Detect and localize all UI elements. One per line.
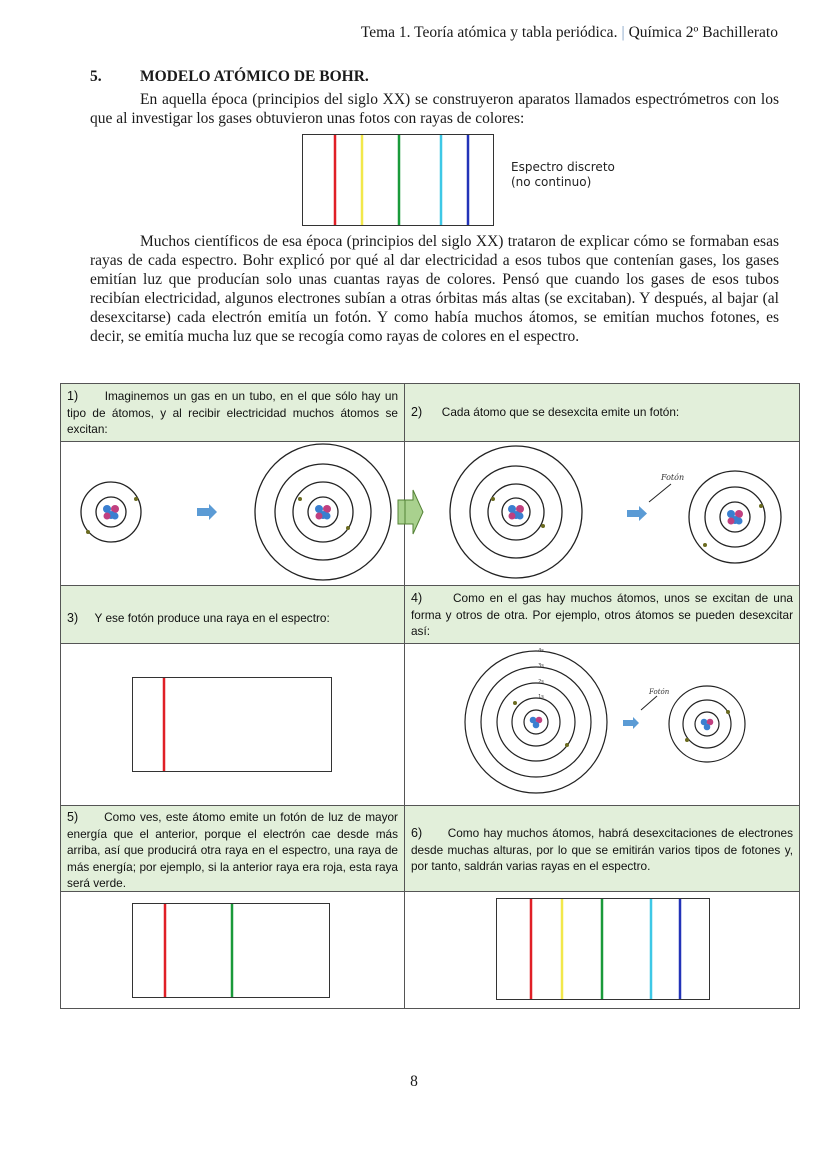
photon-emission [623, 688, 670, 729]
step-4-text-block [411, 590, 793, 640]
transition-arrow-icon [197, 504, 217, 520]
relaxed-atom [689, 471, 781, 563]
header-course: Química 2º Bachillerato [628, 24, 778, 41]
photon-emission [627, 473, 684, 521]
big-arrow-icon [398, 500, 405, 524]
intro-paragraph [90, 90, 779, 128]
step-6-text-block [411, 825, 793, 875]
nucleus [727, 510, 743, 525]
shell-label-3s: 3s [538, 663, 544, 669]
step-3-number: 3) [67, 611, 79, 625]
section-heading: MODELO ATÓMICO DE BOHR. [140, 68, 369, 85]
two-line-spectrum [61, 892, 405, 1008]
electron [759, 504, 763, 508]
single-line-spectrum [61, 644, 405, 806]
nucleus [315, 505, 331, 520]
single-line-spectrum-cell [61, 644, 405, 806]
excitation-diagram-cell [61, 442, 405, 586]
nucleus [530, 717, 543, 729]
excited-atom [255, 444, 391, 580]
electron [541, 524, 545, 528]
electron [134, 497, 138, 501]
spectrum-caption-line2: (no continuo) [511, 175, 592, 189]
photon-label: Fotón [661, 473, 685, 482]
shell-label-2s: 2s [538, 679, 544, 685]
step-1-cell [61, 384, 405, 442]
two-line-spectrum-cell [61, 892, 405, 1008]
electron [703, 543, 707, 547]
section-title [90, 68, 369, 86]
electron [565, 743, 569, 747]
step-2-text: Cada átomo que se desexcita emite un fotón: [441, 405, 680, 419]
step-6-number: 6) [411, 826, 423, 840]
deexcitation-diagram [405, 442, 799, 586]
electron [298, 497, 302, 501]
step-1-number: 1) [67, 389, 79, 403]
bohr-text: Muchos científicos de esa época (principios del siglo XX) trataron de explicar cómo se formaban esas rayas de cada espectro. Bohr explicó por qué al dar electricidad a esos tubos que contenían gases, los gases emitían luz que producían solo unas cuantas rayas de colores. Pensó que cuando los gases de esos tubos recibían electricidad, algunos electrones subían a otras órbitas más altas (se excitaban). Y después, al bajar (al desexcitarse) cada electrón emitía un fotón. Y como había muchos átomos, se emitían muchos fotones, es decir, se emitía mucha luz que se recogía como rayas de colores en el espectro. [90, 233, 779, 345]
page-number: 8 [410, 1073, 418, 1090]
bohr-steps-table [60, 383, 800, 1009]
step-5-text-block [67, 809, 398, 892]
step-3-text: Y ese fotón produce una raya en el espectro: [94, 611, 330, 625]
spectrum-caption-line1: Espectro discreto [511, 160, 615, 174]
shell-label-4s: 4s [538, 648, 544, 654]
step-2-text-block [411, 404, 793, 421]
discrete-spectrum-figure [302, 134, 494, 226]
photon-arrow-icon [627, 510, 639, 517]
step-3-cell [61, 586, 405, 644]
step-5-cell [61, 806, 405, 892]
header-topic: Tema 1. Teoría atómica y tabla periódica. [360, 24, 618, 41]
deexcitation-diagram-cell [405, 442, 799, 586]
electron [491, 497, 495, 501]
full-spectrum [405, 892, 799, 1008]
relaxed-atom [669, 686, 745, 762]
section-number: 5. [90, 68, 102, 85]
step-3-text-block [67, 610, 398, 627]
step-4-cell [405, 586, 799, 644]
step-4-text: Como en el gas hay muchos átomos, unos se excitan de una forma y otros de otra. Por ejemplo, otros átomos se pueden desexcitar así: [411, 591, 793, 638]
step-2-number: 2) [411, 405, 423, 419]
shell-label-1s: 1s [538, 694, 544, 700]
big-arrow-icon [405, 490, 423, 534]
step-2-cell [405, 384, 799, 442]
step-5-number: 5) [67, 810, 79, 824]
header-separator: | [621, 24, 625, 41]
electron [86, 530, 90, 534]
electron [685, 738, 689, 742]
excitation-diagram [61, 442, 405, 586]
step-1-text: Imaginemos un gas en un tubo, en el que sólo hay un tipo de átomos, y al recibir electricidad muchos átomos se excitan: [67, 389, 399, 436]
photon-arrow-icon [623, 720, 633, 726]
electron [726, 710, 730, 714]
nucleus [508, 505, 524, 520]
nucleus [103, 505, 119, 520]
electron [513, 701, 517, 705]
step-4-number: 4) [411, 591, 423, 605]
photon-label: Fotón [649, 688, 670, 696]
page-header [361, 24, 778, 42]
multi-level-deexcitation-diagram [405, 644, 799, 806]
multi-shell-atom [465, 648, 607, 793]
ground-state-atom [81, 482, 141, 542]
excited-atom [450, 446, 582, 578]
electron [346, 526, 350, 530]
nucleus [701, 719, 714, 731]
full-spectrum-cell [405, 892, 799, 1008]
step-6-cell [405, 806, 799, 892]
intro-text: En aquella época (principios del siglo XX) se construyeron aparatos llamados espectrómetros con los que al investigar los gases obtuvieron unas fotos con rayas de colores: [90, 91, 779, 127]
step-6-text: Como hay muchos átomos, habrá desexcitaciones de electrones desde muchas alturas, por lo que se emitirán varios tipos de fotones y, por tanto, saldrán varias rayas en el espectro. [411, 826, 793, 873]
spectrum-caption [511, 160, 615, 190]
step-1-text-block [67, 388, 398, 438]
step-5-text: Como ves, este átomo emite un fotón de luz de mayor energía que el anterior, porque el electrón cae desde más arriba, así que producirá otra raya en el espectro, una raya de más energía; por ejemplo, si la anterior raya era roja, esta raya será verde. [67, 810, 398, 890]
multi-level-diagram-cell [405, 644, 799, 806]
bohr-paragraph [90, 232, 779, 346]
